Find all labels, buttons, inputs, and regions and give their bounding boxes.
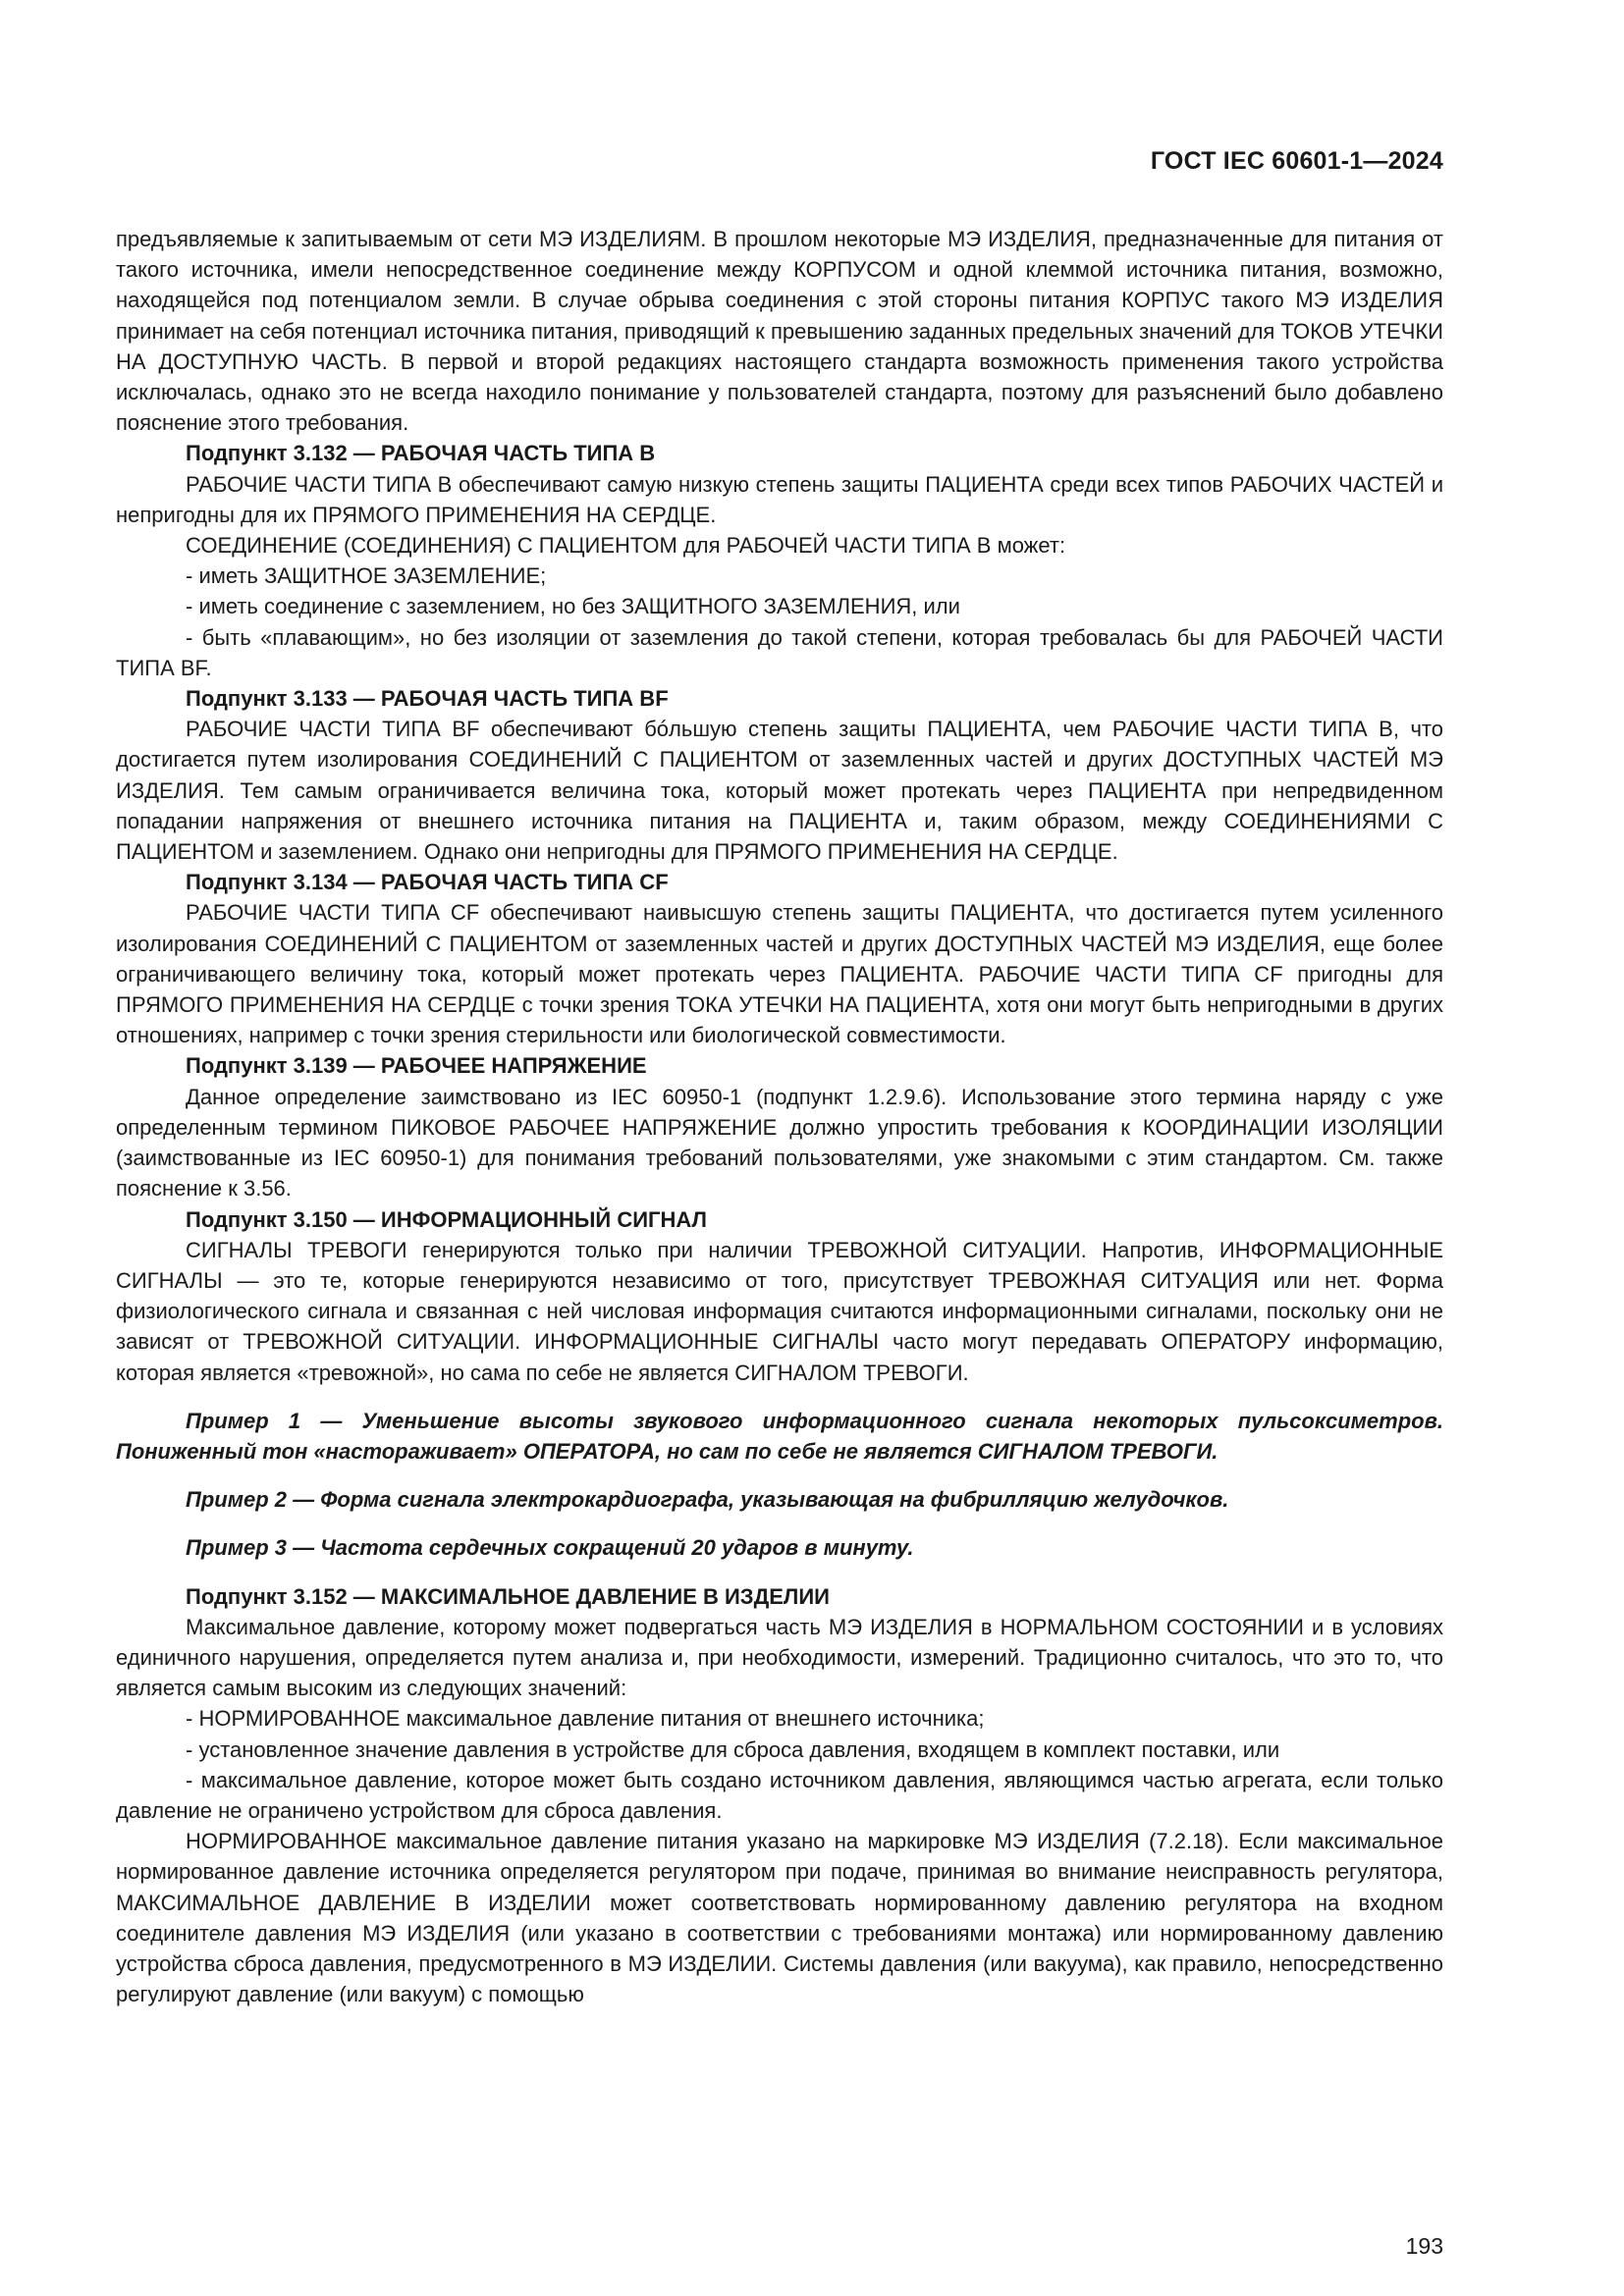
list-item: - НОРМИРОВАННОЕ максимальное давление питания от внешнего источника; <box>186 1706 985 1732</box>
subclause-heading: Подпункт 3.133 — РАБОЧАЯ ЧАСТЬ ТИПА BF <box>186 686 669 712</box>
paragraph: РАБОЧИЕ ЧАСТИ ТИПА В обеспечивают самую низкую степень защиты ПАЦИЕНТА среди всех типов РАБОЧИХ ЧАСТЕЙ и непригодны для их ПРЯМОГО ПРИМЕНЕНИЯ НА СЕРДЦЕ. <box>116 471 1443 527</box>
subclause-heading: Подпункт 3.132 — РАБОЧАЯ ЧАСТЬ ТИПА В <box>186 441 656 466</box>
list-item: - максимальное давление, которое может быть создано источником давления, являющимся частью агрегата, если только давление не ограничено устройством для сброса давления. <box>116 1767 1443 1823</box>
paragraph: СИГНАЛЫ ТРЕВОГИ генерируются только при наличии ТРЕВОЖНОЙ СИТУАЦИИ. Напротив, ИНФОРМАЦИОННЫЕ СИГНАЛЫ — это те, которые генерируются независимо от того, присутствует ТРЕВОЖНАЯ СИТУАЦИЯ или нет. Форма физиологического сигнала и связанная с ней числовая информация считаются информационными сигналами, поскольку они не зависят от ТРЕВОЖНОЙ СИТУАЦИИ. ИНФОРМАЦИОННЫЕ СИГНАЛЫ часто могут передавать ОПЕРАТОРУ информацию, которая является «тревожной», но сама по себе не является СИГНАЛОМ ТРЕВОГИ. <box>116 1237 1443 1385</box>
paragraph: НОРМИРОВАННОЕ максимальное давление питания указано на маркировке МЭ ИЗДЕЛИЯ (7.2.18). Если максимальное нормированное давление источника определяется регулятором при подаче, принимая во внимание неисправность регулятора, МАКСИМАЛЬНОЕ ДАВЛЕНИЕ В ИЗДЕЛИИ может соответствовать нормированному давлению регулятора на входном соединителе давления МЭ ИЗДЕЛИЯ (или указано в соответствии с требованиями монтажа) или нормированному давлению устройства сброса давления, предусмотренного в МЭ ИЗДЕЛИИ. Системы давления (или вакуума), как правило, непосредственно регулируют давление (или вакуум) с помощью <box>116 1829 1443 2007</box>
paragraph: РАБОЧИЕ ЧАСТИ ТИПА BF обеспечивают бóльшую степень защиты ПАЦИЕНТА, чем РАБОЧИЕ ЧАСТИ ТИПА В, что достигается путем изолирования СОЕДИНЕНИЙ С ПАЦИЕНТОМ от заземленных частей и других ДОСТУПНЫХ ЧАСТЕЙ МЭ ИЗДЕЛИЯ. Тем самым ограничивается величина тока, который может протекать через ПАЦИЕНТА при непредвиденном попадании напряжения от внешнего источника питания на ПАЦИЕНТА и, таким образом, между СОЕДИНЕНИЯМИ С ПАЦИЕНТОМ и заземлением. Однако они непригодны для ПРЯМОГО ПРИМЕНЕНИЯ НА СЕРДЦЕ. <box>116 717 1443 865</box>
subclause-heading: Подпункт 3.139 — РАБОЧЕЕ НАПРЯЖЕНИЕ <box>186 1053 647 1079</box>
list-item: - иметь соединение с заземлением, но без ЗАЩИТНОГО ЗАЗЕМЛЕНИЯ, или <box>186 594 960 619</box>
subclause-heading: Подпункт 3.134 — РАБОЧАЯ ЧАСТЬ ТИПА CF <box>186 870 669 895</box>
list-item: - быть «плавающим», но без изоляции от заземления до такой степени, которая требовалась бы для РАБОЧЕЙ ЧАСТИ ТИПА BF. <box>116 624 1443 680</box>
example-note: Пример 1 — Уменьшение высоты звукового информационного сигнала некоторых пульсоксиметров. Пониженный тон «настораживает» ОПЕРАТОРА, но сам по себе не является СИГНАЛОМ ТРЕВОГИ. <box>116 1408 1443 1464</box>
page-number: 193 <box>1405 2233 1443 2259</box>
subclause-heading: Подпункт 3.150 — ИНФОРМАЦИОННЫЙ СИГНАЛ <box>186 1206 707 1232</box>
example-note: Пример 3 — Частота сердечных сокращений 20 ударов в минуту. <box>186 1535 914 1561</box>
paragraph: СОЕДИНЕНИЕ (СОЕДИНЕНИЯ) С ПАЦИЕНТОМ для РАБОЧЕЙ ЧАСТИ ТИПА В может: <box>186 533 1066 559</box>
paragraph: предъявляемые к запитываемым от сети МЭ ИЗДЕЛИЯМ. В прошлом некоторые МЭ ИЗДЕЛИЯ, предназначенные для питания от такого источника, имели непосредственное соединение между КОРПУСОМ и одной клеммой источника питания, возможно, находящейся под потенциалом земли. В случае обрыва соединения с этой стороны питания КОРПУС такого МЭ ИЗДЕЛИЯ принимает на себя потенциал источника питания, приводящий к превышению заданных предельных значений для ТОКОВ УТЕЧКИ НА ДОСТУПНУЮ ЧАСТЬ. В первой и второй редакциях настоящего стандарта возможность применения такого устройства исключалась, однако это не всегда находило понимание у пользователей стандарта, поэтому для разъяснений было добавлено пояснение этого требования. <box>116 227 1443 436</box>
subclause-heading: Подпункт 3.152 — МАКСИМАЛЬНОЕ ДАВЛЕНИЕ В ИЗДЕЛИИ <box>186 1583 830 1609</box>
paragraph: Данное определение заимствовано из IEC 60950-1 (подпункт 1.2.9.6). Использование этого термина наряду с уже определенным термином ПИКОВОЕ РАБОЧЕЕ НАПРЯЖЕНИЕ должно упростить требования к КООРДИНАЦИИ ИЗОЛЯЦИИ (заимствованные из IEC 60950-1) для понимания требований пользователями, уже знакомыми с этим стандартом. См. также пояснение к 3.56. <box>116 1084 1443 1201</box>
paragraph: Максимальное давление, которому может подвергаться часть МЭ ИЗДЕЛИЯ в НОРМАЛЬНОМ СОСТОЯНИИ и в условиях единичного нарушения, определяется путем анализа и, при необходимости, измерений. Традиционно считалось, что это то, что является самым высоким из следующих значений: <box>116 1614 1443 1701</box>
paragraph: РАБОЧИЕ ЧАСТИ ТИПА CF обеспечивают наивысшую степень защиты ПАЦИЕНТА, что достигается путем усиленного изолирования СОЕДИНЕНИЙ С ПАЦИЕНТОМ от заземленных частей и других ДОСТУПНЫХ ЧАСТЕЙ МЭ ИЗДЕЛИЯ, еще более ограничивающего величину тока, который может протекать через ПАЦИЕНТА. РАБОЧИЕ ЧАСТИ ТИПА CF пригодны для ПРЯМОГО ПРИМЕНЕНИЯ НА СЕРДЦЕ с точки зрения ТОКА УТЕЧКИ НА ПАЦИЕНТА, хотя они могут быть непригодными в других отношениях, например с точки зрения стерильности или биологической совместимости. <box>116 900 1443 1048</box>
document-body <box>116 224 1443 2009</box>
document-header-standard: ГОСТ IEC 60601-1—2024 <box>1150 147 1443 175</box>
example-note: Пример 2 — Форма сигнала электрокардиографа, указывающая на фибрилляцию желудочков. <box>186 1487 1229 1513</box>
list-item: - установленное значение давления в устройстве для сброса давления, входящем в комплект поставки, или <box>186 1736 1280 1762</box>
list-item: - иметь ЗАЩИТНОЕ ЗАЗЕМЛЕНИЕ; <box>186 563 547 589</box>
